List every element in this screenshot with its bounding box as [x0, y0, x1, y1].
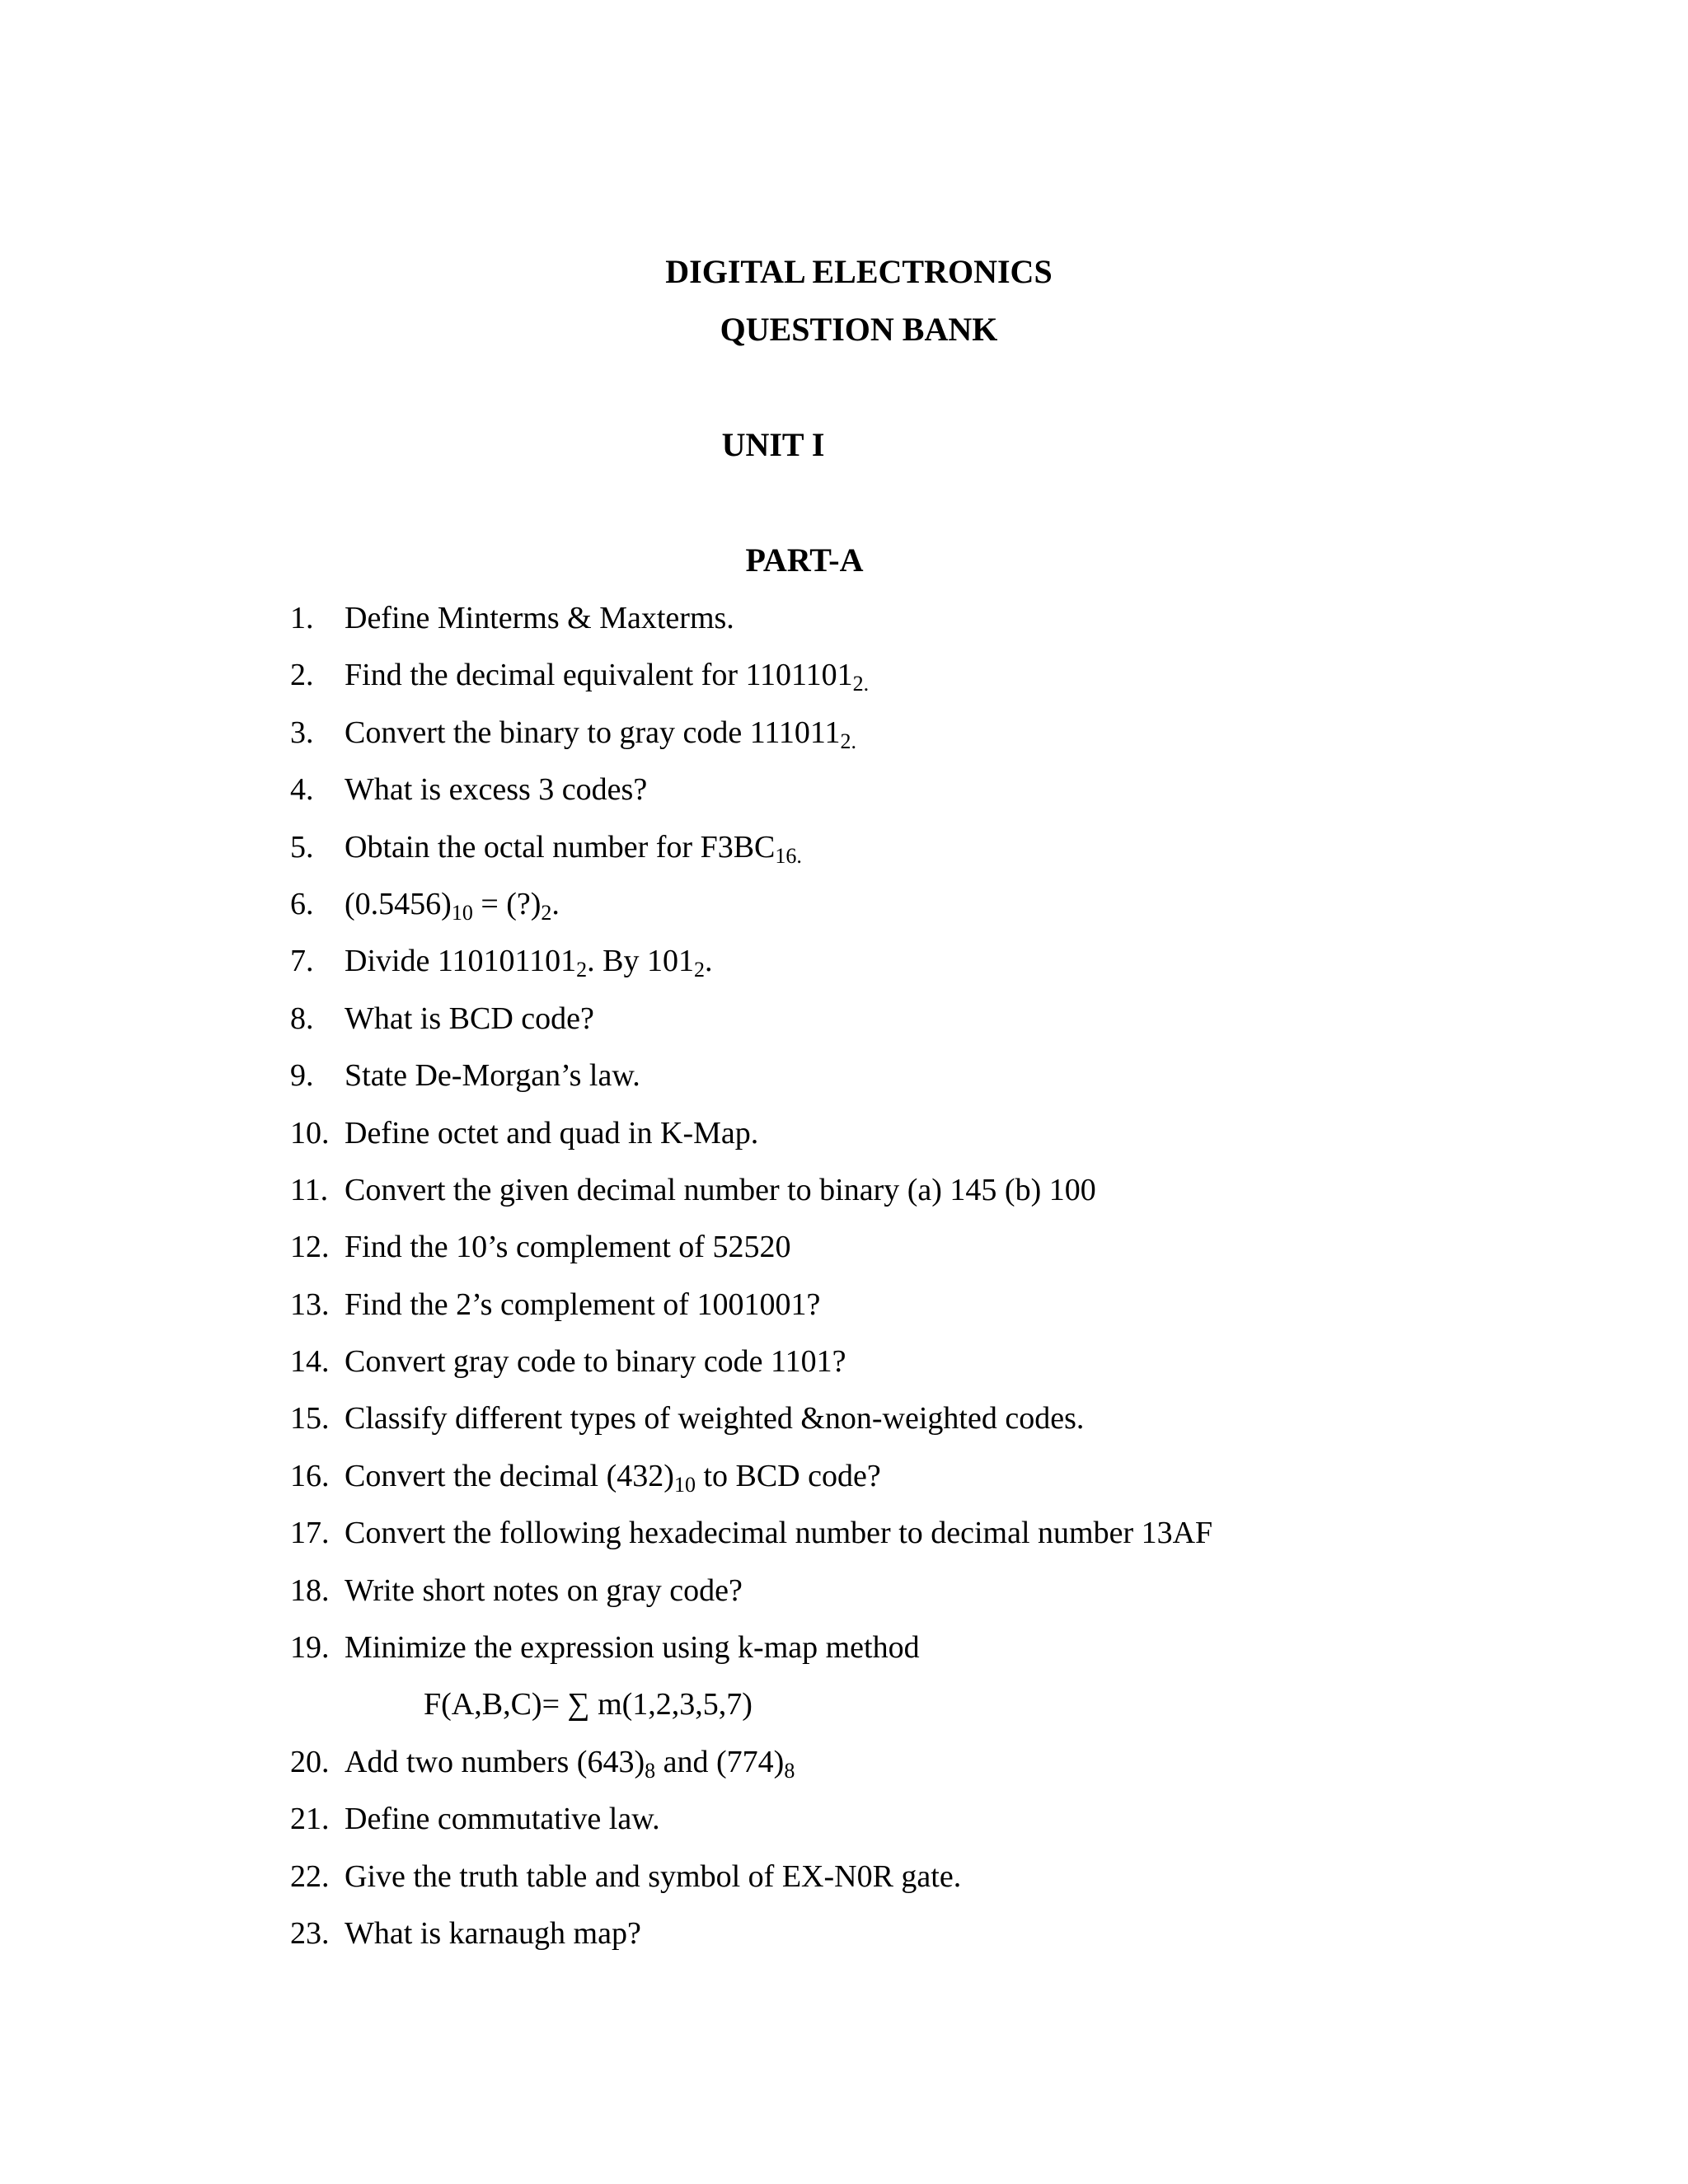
question-text-part: Add two numbers (643): [345, 1744, 645, 1779]
question-text: [345, 1859, 961, 1894]
question-number: 1.: [290, 601, 314, 635]
number-base-subscript: 16.: [775, 843, 802, 868]
question-number: 22.: [290, 1858, 330, 1894]
number-base-subscript: 8: [784, 1758, 795, 1783]
question-number: 19.: [290, 1630, 330, 1666]
question-text: [345, 1401, 1084, 1436]
question-item: [290, 1395, 1642, 1452]
question-text-part: Define octet and quad in K-Map.: [345, 1115, 759, 1151]
question-text-part: = (?): [472, 886, 542, 921]
question-number: 2.: [290, 658, 314, 693]
question-text: [345, 886, 560, 925]
number-base-subscript: 2: [693, 958, 705, 982]
question-text: [345, 1573, 743, 1608]
question-item: [290, 595, 1642, 652]
question-item: [290, 881, 1642, 938]
number-base-subscript: 10: [451, 900, 473, 925]
question-number: 9.: [290, 1058, 314, 1094]
question-text: [345, 1744, 795, 1783]
number-base-subscript: 2: [541, 900, 552, 925]
question-item: [290, 1224, 1642, 1281]
question-text: [345, 1458, 881, 1497]
question-text-part: Find the 10’s complement of 52520: [345, 1230, 791, 1265]
question-text-part: Define Minterms & Maxterms.: [345, 601, 734, 635]
question-text-part: What is BCD code?: [345, 1001, 594, 1036]
question-number: 16.: [290, 1458, 330, 1493]
question-item: [290, 766, 1642, 823]
question-item: [290, 1910, 1642, 1967]
question-text: [345, 1230, 790, 1264]
question-text: [345, 1344, 846, 1379]
question-number: 3.: [290, 715, 314, 750]
question-number: 6.: [290, 886, 314, 921]
question-text-part: Divide 110101101: [345, 944, 577, 979]
question-text: [345, 1802, 660, 1836]
question-item: [290, 1338, 1642, 1395]
unit-heading: UNIT I: [721, 426, 825, 463]
question-text: [345, 1916, 641, 1951]
question-number: 7.: [290, 944, 314, 979]
question-item: [290, 1854, 1642, 1910]
question-text-part: What is excess 3 codes?: [345, 772, 648, 808]
question-item: [290, 938, 1642, 995]
question-number: 10.: [290, 1115, 330, 1151]
question-text-part: Convert gray code to binary code 1101?: [345, 1344, 846, 1380]
question-text: [345, 1058, 640, 1093]
question-item: [290, 996, 1642, 1052]
question-text-part: Define commutative law.: [345, 1802, 660, 1837]
question-item: [290, 1568, 1642, 1624]
question-text: [345, 1687, 753, 1722]
question-item: [290, 1453, 1642, 1510]
question-text: [345, 772, 647, 807]
question-text-part: Obtain the octal number for F3BC: [345, 829, 776, 865]
question-number: 15.: [290, 1401, 330, 1436]
question-text-part: Find the decimal equivalent for 1101101: [345, 658, 853, 693]
question-item: [290, 652, 1642, 709]
question-number: 11.: [290, 1172, 329, 1207]
question-item: [290, 1739, 1642, 1796]
question-list: [290, 595, 1642, 1967]
question-number: 17.: [290, 1516, 330, 1551]
question-text: [345, 1001, 594, 1036]
number-base-subscript: 2.: [840, 729, 857, 753]
document-subtitle: QUESTION BANK: [720, 311, 998, 348]
question-text: [345, 1116, 758, 1151]
question-number: 21.: [290, 1802, 330, 1837]
question-text-part: Convert the binary to gray code 111011: [345, 715, 841, 750]
question-text-part: Give the truth table and symbol of EX-N0R gate.: [345, 1858, 962, 1894]
question-text-part: . By 101: [587, 944, 694, 979]
question-item: [290, 1796, 1642, 1853]
question-number: 18.: [290, 1572, 330, 1608]
question-item: [290, 1110, 1642, 1167]
question-number: 4.: [290, 772, 314, 808]
question-text: [345, 601, 734, 635]
number-base-subscript: 10: [673, 1472, 696, 1497]
question-item: [290, 1282, 1642, 1338]
question-text-part: .: [551, 886, 560, 921]
question-text-part: State De-Morgan’s law.: [345, 1058, 640, 1094]
question-item: [290, 1052, 1642, 1109]
question-number: 20.: [290, 1744, 330, 1779]
question-item: [290, 1510, 1642, 1567]
question-expression: [290, 1681, 1642, 1738]
question-text: [345, 944, 713, 982]
question-item: [290, 1624, 1642, 1681]
question-text-part: F(A,B,C)= ∑ m(1,2,3,5,7): [424, 1687, 753, 1722]
number-base-subscript: 8: [645, 1758, 656, 1783]
question-text: [345, 829, 802, 868]
question-text-part: Write short notes on gray code?: [345, 1572, 743, 1608]
question-item: [290, 1167, 1642, 1224]
question-text-part: to BCD code?: [695, 1458, 881, 1493]
question-number: 23.: [290, 1915, 330, 1951]
question-text-part: Find the 2’s complement of 1001001?: [345, 1286, 821, 1322]
question-text-part: .: [704, 944, 713, 979]
question-text: [345, 1287, 820, 1322]
question-text-part: (0.5456): [345, 886, 452, 921]
question-text: [345, 1630, 920, 1665]
question-text-part: Minimize the expression using k-map method: [345, 1630, 920, 1666]
question-number: 8.: [290, 1001, 314, 1036]
question-text-part: What is karnaugh map?: [345, 1915, 641, 1951]
question-item: [290, 824, 1642, 881]
question-number: 13.: [290, 1286, 330, 1322]
question-text: [345, 658, 870, 696]
question-text: [345, 1516, 1212, 1550]
question-item: [290, 710, 1642, 766]
question-text: [345, 1173, 1096, 1207]
question-text: [345, 715, 857, 753]
question-text-part: and (774): [655, 1744, 785, 1779]
question-text-part: Convert the decimal (432): [345, 1458, 674, 1493]
part-heading: PART-A: [745, 541, 864, 579]
question-number: 14.: [290, 1344, 330, 1380]
question-text-part: Classify different types of weighted &non-weighted codes.: [345, 1401, 1085, 1436]
question-number: 12.: [290, 1230, 330, 1265]
number-base-subscript: 2.: [852, 672, 870, 696]
question-text-part: Convert the following hexadecimal number to decimal number 13AF: [345, 1516, 1213, 1551]
question-text-part: Convert the given decimal number to binary (a) 145 (b) 100: [345, 1172, 1096, 1207]
document-title: DIGITAL ELECTRONICS: [665, 253, 1053, 290]
question-number: 5.: [290, 829, 314, 865]
number-base-subscript: 2: [576, 958, 588, 982]
